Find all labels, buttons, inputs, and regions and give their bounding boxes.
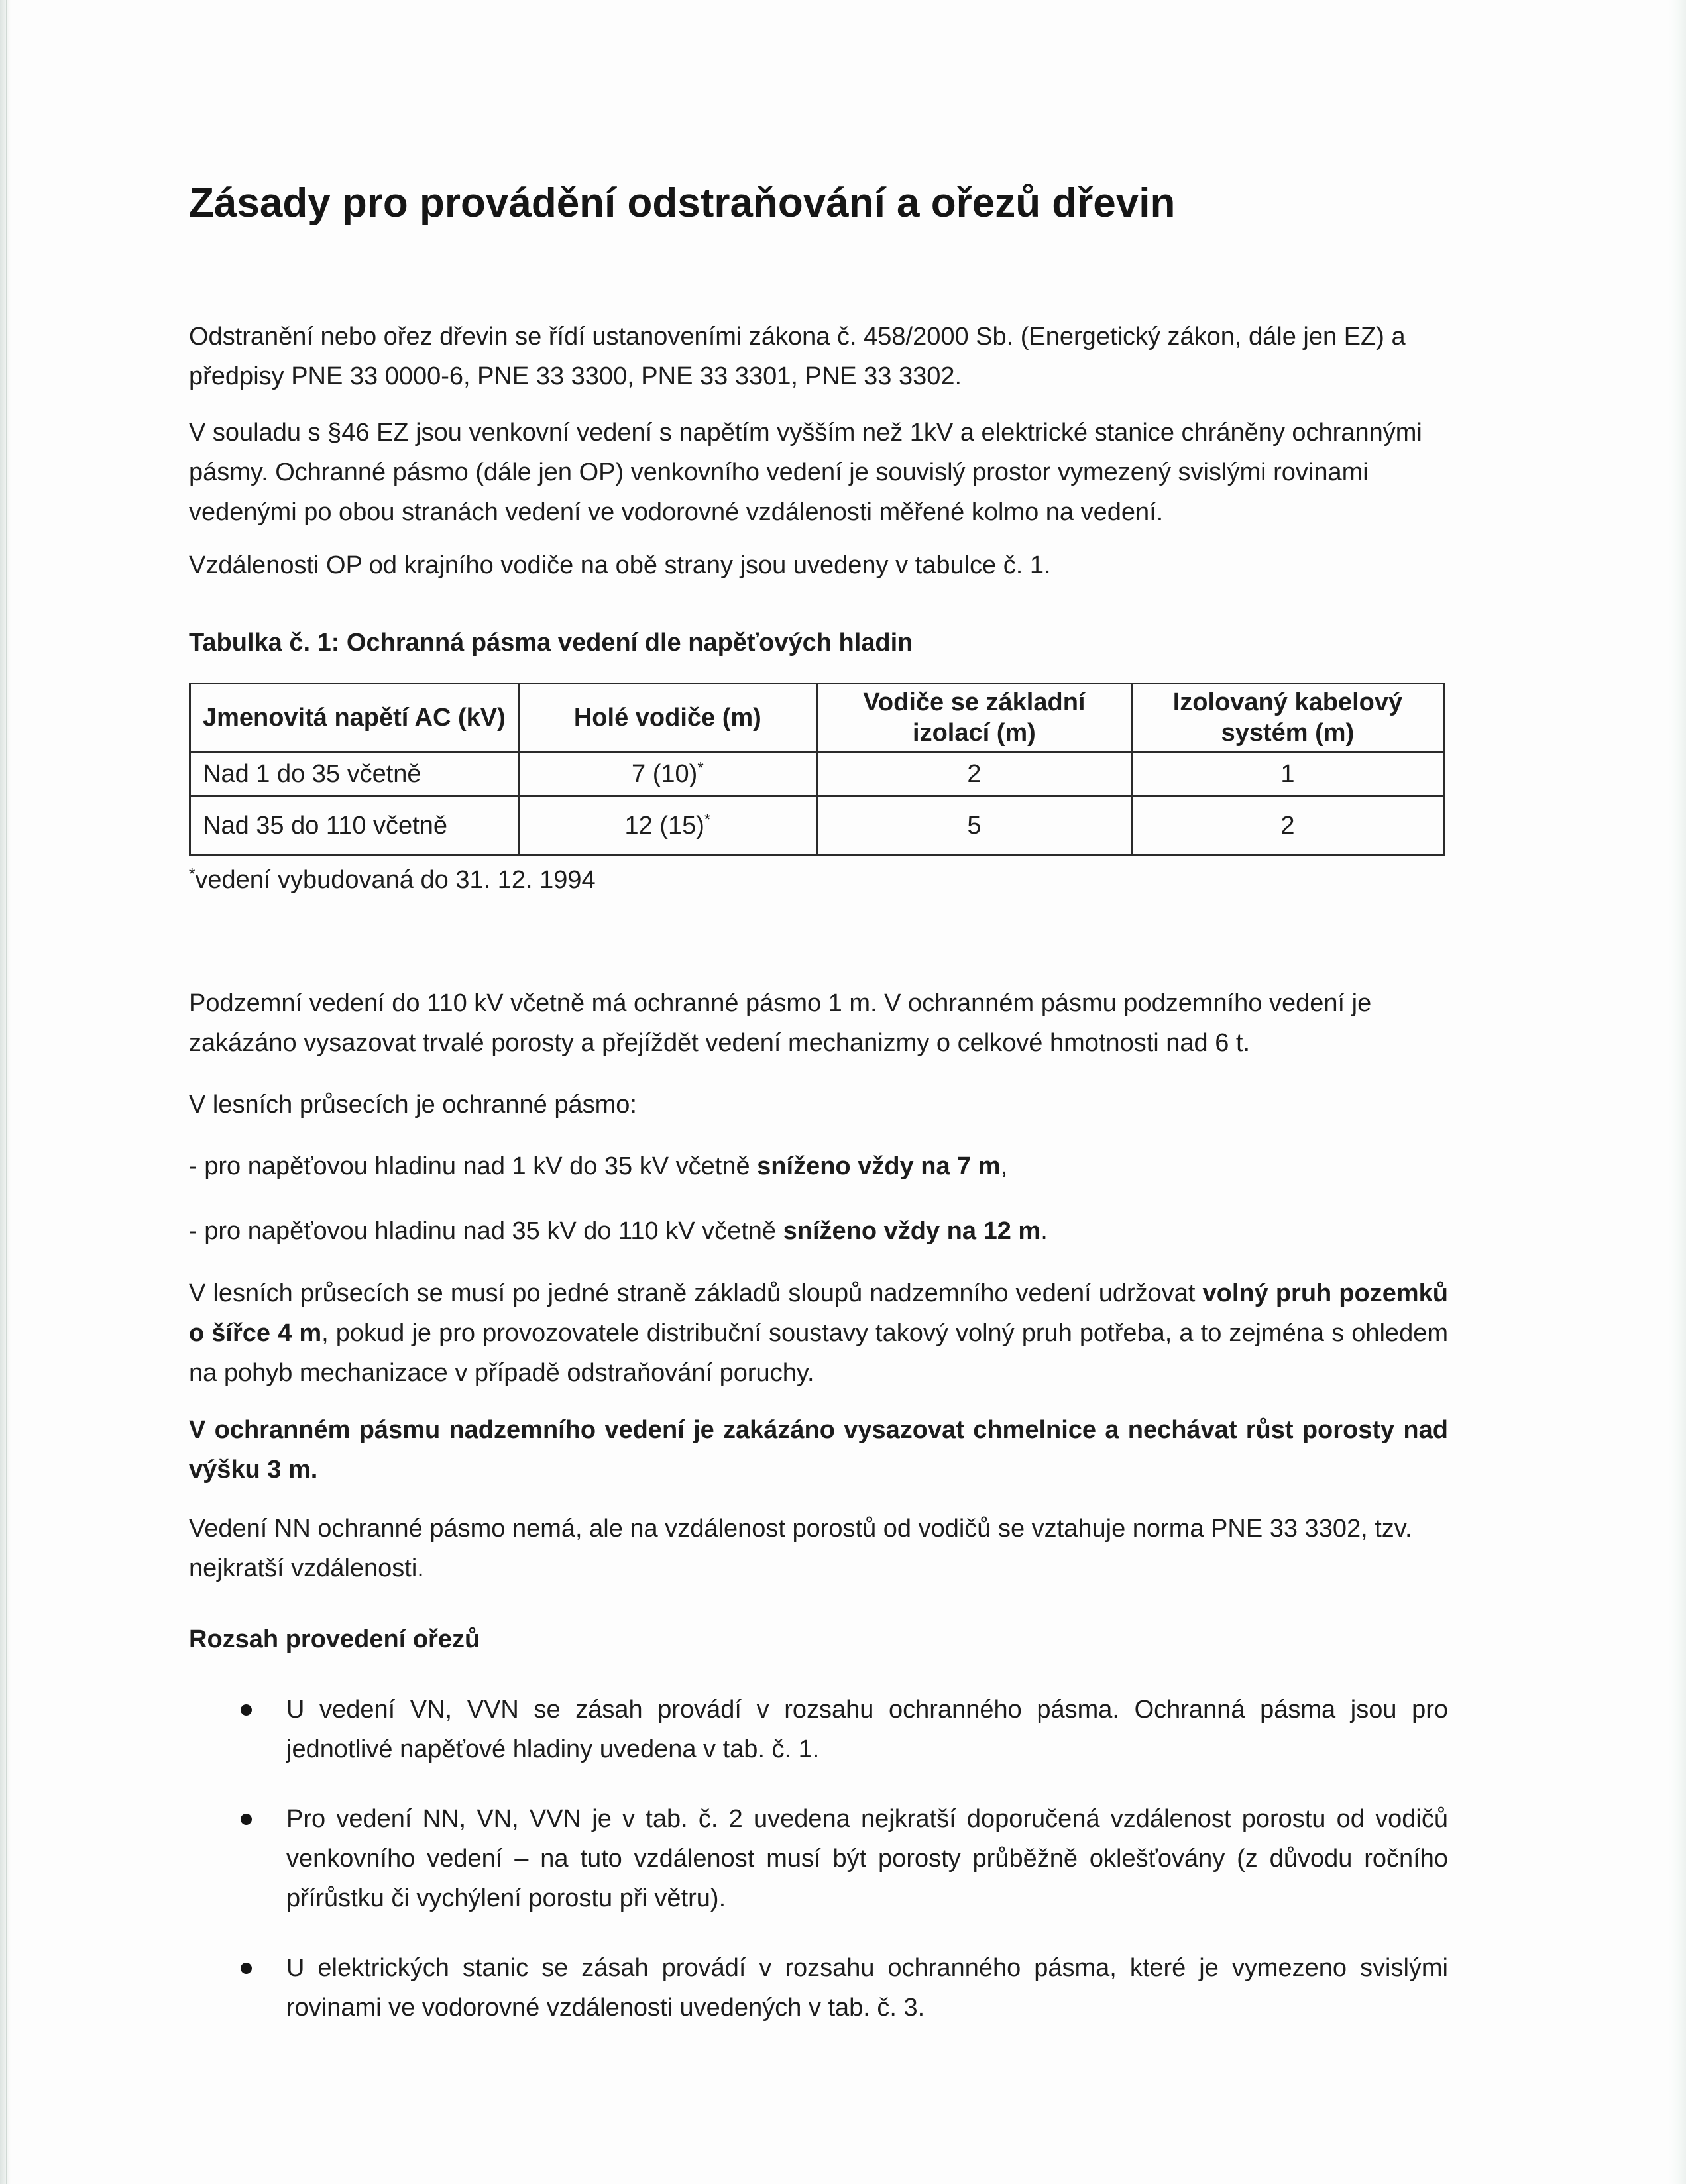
bullet-icon <box>241 1963 252 1974</box>
paragraph-forest-intro: V lesních průsecích je ochranné pásmo: <box>189 1091 637 1119</box>
footnote-marker: * <box>189 865 196 883</box>
section-heading-prune-scope: Rozsah provedení ořezů <box>189 1625 480 1653</box>
forest-item-text: , <box>1000 1152 1008 1180</box>
bullet-icon <box>241 1814 252 1825</box>
list-item-text: U elektrických stanic se zásah provádí v rozsahu ochranného pásma, které je vymezeno svislými rovinami ve vodorovné vzdálenosti uvedených v tab. č. 3. <box>286 1954 1448 2022</box>
header-insulated-cable: Izolovaný kabelový systém (m) <box>1131 684 1443 752</box>
cell-cable-value: 2 <box>1131 796 1443 855</box>
scan-edge-left-line <box>6 0 7 2184</box>
forest-item-bold: sníženo vždy na 12 m <box>783 1217 1041 1245</box>
paragraph-underground: Podzemní vedení do 110 kV včetně má ochranné pásmo 1 m. V ochranném pásmu podzemního vedení je zakázáno vysazovat trvalé porosty a přejíždět vedení mechanizmy o celkové hmotnosti nad 6 t. <box>189 989 1372 1057</box>
cell-voltage-range: Nad 1 do 35 včetně <box>190 752 519 796</box>
cell-bare-text: 7 (10) <box>632 759 698 788</box>
document-content <box>189 0 1448 2028</box>
table-caption: Tabulka č. 1: Ochranná pásma vedení dle napěťových hladin <box>189 629 913 657</box>
header-nominal-voltage: Jmenovitá napětí AC (kV) <box>190 684 519 752</box>
header-basic-insulation: Vodiče se základní izolací (m) <box>816 684 1131 752</box>
cell-voltage-range: Nad 35 do 110 včetně <box>190 796 519 855</box>
header-bare-conductors: Holé vodiče (m) <box>518 684 816 752</box>
bullet-icon <box>241 1704 252 1716</box>
forest-item-bold: sníženo vždy na 7 m <box>757 1152 1001 1180</box>
cell-cable-value: 1 <box>1131 752 1443 796</box>
forest-item-35kv <box>189 1146 1448 1186</box>
cell-insulated-value: 2 <box>816 752 1131 796</box>
list-item <box>241 1948 1448 2028</box>
table-header-row <box>190 684 1444 752</box>
cell-bare-value <box>518 796 816 855</box>
paragraph-hops-prohibition: V ochranném pásmu nadzemního vedení je zakázáno vysazovat chmelnice a nechávat růst porosty nad výšku 3 m. <box>189 1416 1448 1484</box>
list-item-text: U vedení VN, VVN se zásah provádí v rozsahu ochranného pásma. Ochranná pásma jsou pro jednotlivé napěťové hladiny uvedena v tab. č. 1. <box>286 1696 1448 1763</box>
forest-item-110kv <box>189 1211 1448 1251</box>
scan-edge-right <box>1669 0 1686 2184</box>
strip-bold: volný pruh pozemků o šířce 4 m <box>189 1280 1448 1347</box>
cell-bare-text: 12 (15) <box>624 811 704 840</box>
list-item-text: Pro vedení NN, VN, VVN je v tab. č. 2 uvedena nejkratší doporučená vzdálenost porostu od vodičů venkovního vedení – na tuto vzdálenost musí být porosty průběžně oklešťovány (z důvodu ročního přírůstku či vychýlení porostu při větru). <box>286 1805 1448 1912</box>
strip-text: V lesních průsecích se musí po jedné straně základů sloupů nadzemního vedení udržovat <box>189 1280 1203 1307</box>
page-title: Zásady pro provádění odstraňování a ořezů dřevin <box>189 180 1176 226</box>
footnote-text: vedení vybudovaná do 31. 12. 1994 <box>195 866 596 894</box>
prune-scope-list <box>189 1690 1448 2028</box>
paragraph-distances: Vzdálenosti OP od krajního vodiče na obě strany jsou uvedeny v tabulce č. 1. <box>189 551 1051 579</box>
paragraph-intro: Odstranění nebo ořez dřevin se řídí ustanoveními zákona č. 458/2000 Sb. (Energetický zákon, dále jen EZ) a předpisy PNE 33 0000-6, PNE 33 3300, PNE 33 3301, PNE 33 3302. <box>189 323 1406 390</box>
forest-item-text: - pro napěťovou hladinu nad 35 kV do 110 kV včetně <box>189 1217 783 1245</box>
paragraph-protection-zones: V souladu s §46 EZ jsou venkovní vedení s napětím vyšším než 1kV a elektrické stanice chráněny ochrannými pásmy. Ochranné pásmo (dále jen OP) venkovního vedení je souvislý prostor vymezený svislými rovinami vedenými po obou stranách vedení ve vodorovné vzdálenosti měřené kolmo na vedení. <box>189 419 1422 526</box>
paragraph-nn-lines: Vedení NN ochranné pásmo nemá, ale na vzdálenost porostů od vodičů se vztahuje norma PNE 33 3302, tzv. nejkratší vzdálenosti. <box>189 1515 1412 1582</box>
table-row <box>190 796 1444 855</box>
footnote-marker: * <box>704 810 711 828</box>
cell-bare-value <box>518 752 816 796</box>
table-row <box>190 752 1444 796</box>
list-item <box>241 1799 1448 1918</box>
protection-zones-table <box>189 682 1445 856</box>
table-footnote <box>189 861 1448 899</box>
forest-item-text: . <box>1040 1217 1048 1245</box>
scan-edge-left <box>0 0 11 2184</box>
cell-insulated-value: 5 <box>816 796 1131 855</box>
footnote-marker: * <box>697 758 704 777</box>
forest-item-text: - pro napěťovou hladinu nad 1 kV do 35 kV včetně <box>189 1152 758 1180</box>
strip-text: , pokud je pro provozovatele distribuční soustavy takový volný pruh potřeba, a to zejména s ohledem na pohyb mechanizace v případě odstraňování poruchy. <box>189 1319 1448 1387</box>
list-item <box>241 1690 1448 1769</box>
paragraph-free-strip <box>189 1274 1448 1393</box>
